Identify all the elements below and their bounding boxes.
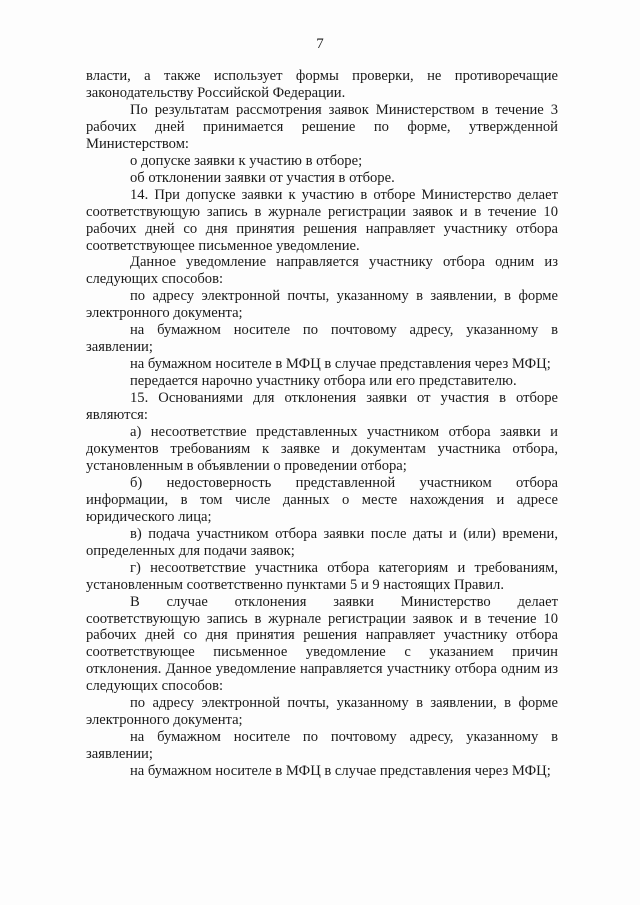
list-item-reason-b: б) недостоверность представленной участником отбора информации, в том числе данных о месте нахождения и адресе юридического лица; (86, 474, 558, 525)
list-item-hand-delivery: передается нарочно участнику отбора или его представителю. (130, 373, 517, 390)
paragraph-notification-methods: Данное уведомление направляется участнику отбора одним из следующих способов: (86, 254, 558, 288)
list-item-postal-2: на бумажном носителе по почтовому адресу, указанному в заявлении; (86, 729, 558, 763)
list-item-rejection: об отклонении заявки от участия в отборе. (130, 169, 395, 186)
list-item-email-2: по адресу электронной почты, указанному в заявлении, в форме электронного документа; (86, 695, 558, 729)
document-body (86, 68, 558, 780)
list-item-reason-c: в) подача участником отбора заявки после даты и (или) времени, определенных для подачи заявок; (86, 525, 558, 559)
paragraph-continuation: власти, а также использует формы проверки, не противоречащие законодательству Российской Федерации. (86, 68, 558, 101)
list-item-email: по адресу электронной почты, указанному в заявлении, в форме электронного документа; (86, 288, 558, 322)
paragraph-clause-15: 15. Основаниями для отклонения заявки от участия в отборе являются: (86, 390, 558, 424)
list-item-mfc-2: на бумажном носителе в МФЦ в случае представления через МФЦ; (130, 763, 551, 780)
page-number: 7 (316, 36, 324, 52)
list-item-admission: о допуске заявки к участию в отборе; (130, 152, 363, 169)
paragraph-clause-14: 14. При допуске заявки к участию в отборе Министерство делает соответствующую запись в журнале регистрации заявок и в течение 10 рабочих дней со дня принятия решения направляет участнику отбора соответствующее письменное уведомление. (86, 186, 558, 254)
paragraph-rejection-procedure: В случае отклонения заявки Министерство делает соответствующую запись в журнале регистрации заявок и в течение 10 рабочих дней со дня принятия решения направляет участнику отбора соответствующее письменное уведомление с указанием причин отклонения. Данное уведомление направляется участнику отбора одним из следующих способов: (86, 593, 558, 695)
list-item-postal: на бумажном носителе по почтовому адресу, указанному в заявлении; (86, 322, 558, 356)
paragraph-review-results: По результатам рассмотрения заявок Министерством в течение 3 рабочих дней принимается решение по форме, утвержденной Министерством: (86, 101, 558, 152)
list-item-reason-a: а) несоответствие представленных участником отбора заявки и документов требованиям к заявке и документам участника отбора, установленным в объявлении о проведении отбора; (86, 424, 558, 474)
list-item-reason-d: г) несоответствие участника отбора категориям и требованиям, установленным соответственно пунктами 5 и 9 настоящих Правил. (86, 559, 558, 593)
list-item-mfc: на бумажном носителе в МФЦ в случае представления через МФЦ; (130, 356, 551, 373)
